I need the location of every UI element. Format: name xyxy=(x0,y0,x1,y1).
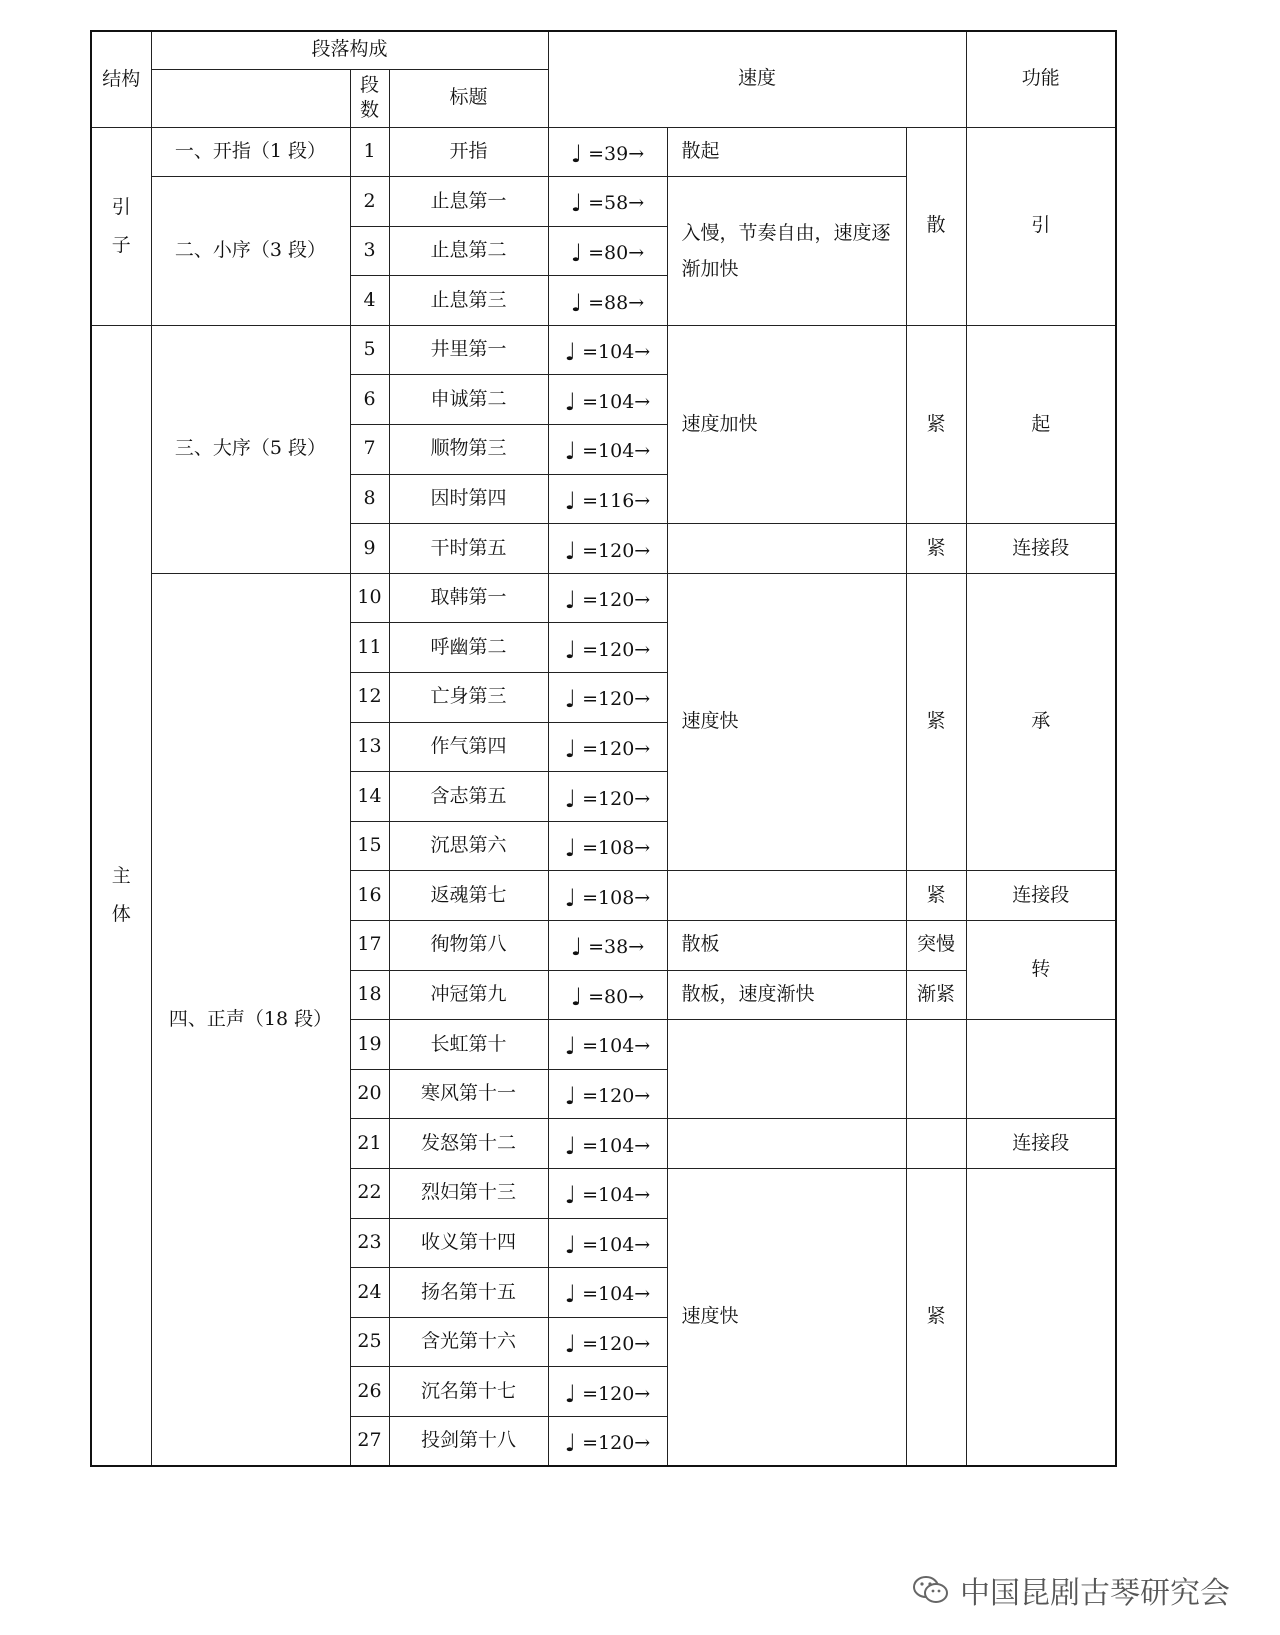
speed-type-empty-2 xyxy=(906,1119,966,1169)
speed-desc-5: 散板 xyxy=(667,921,906,971)
segment-tempo xyxy=(548,127,667,177)
quarter-note-icon: ♩ xyxy=(570,189,583,218)
segment-tempo xyxy=(548,821,667,871)
quarter-note-icon: ♩ xyxy=(564,1181,577,1210)
segment-tempo xyxy=(548,1268,667,1318)
segment-tempo xyxy=(548,970,667,1020)
segment-title: 含志第五 xyxy=(389,772,548,822)
segment-title: 止息第三 xyxy=(389,276,548,326)
segment-number: 7 xyxy=(350,425,389,475)
segment-title: 开指 xyxy=(389,127,548,177)
speed-type-8: 紧 xyxy=(906,1168,966,1466)
tempo-value: =104→ xyxy=(582,1184,651,1207)
segment-number: 12 xyxy=(350,673,389,723)
segment-tempo xyxy=(548,573,667,623)
segment-number: 24 xyxy=(350,1268,389,1318)
segment-tempo xyxy=(548,1218,667,1268)
speed-type-6: 突慢 xyxy=(906,921,966,971)
tempo-value: =104→ xyxy=(582,1134,651,1157)
function-3: 连接段 xyxy=(966,524,1116,574)
segment-title: 发怒第十二 xyxy=(389,1119,548,1169)
tempo-value: =120→ xyxy=(582,1333,651,1356)
tempo-value: =104→ xyxy=(582,1283,651,1306)
speed-desc-4: 速度快 xyxy=(667,573,906,871)
segment-title: 止息第一 xyxy=(389,177,548,227)
segment-tempo xyxy=(548,276,667,326)
segment-number: 3 xyxy=(350,226,389,276)
quarter-note-icon: ♩ xyxy=(564,635,577,664)
segment-number: 13 xyxy=(350,722,389,772)
tempo-value: =120→ xyxy=(582,688,651,711)
header-structure: 结构 xyxy=(91,31,151,127)
segment-title: 寒风第十一 xyxy=(389,1069,548,1119)
segment-title: 含光第十六 xyxy=(389,1317,548,1367)
structure-main: 主体 xyxy=(91,325,151,1466)
speed-desc-empty-4 xyxy=(667,1119,906,1169)
segment-tempo xyxy=(548,474,667,524)
segment-title: 申诚第二 xyxy=(389,375,548,425)
header-speed: 速度 xyxy=(548,31,966,127)
segment-number: 26 xyxy=(350,1367,389,1417)
segment-title: 沉思第六 xyxy=(389,821,548,871)
quarter-note-icon: ♩ xyxy=(564,338,577,367)
segment-number: 2 xyxy=(350,177,389,227)
segment-tempo xyxy=(548,375,667,425)
quarter-note-icon: ♩ xyxy=(564,883,577,912)
speed-type-4: 紧 xyxy=(906,573,966,871)
segment-title: 顺物第三 xyxy=(389,425,548,475)
function-empty-2 xyxy=(966,1168,1116,1466)
segment-title: 沉名第十七 xyxy=(389,1367,548,1417)
segment-title: 亡身第三 xyxy=(389,673,548,723)
segment-tempo xyxy=(548,524,667,574)
segment-title: 长虹第十 xyxy=(389,1020,548,1070)
segment-title: 呼幽第二 xyxy=(389,623,548,673)
wechat-icon xyxy=(912,1575,950,1605)
function-4: 承 xyxy=(966,573,1116,871)
quarter-note-icon: ♩ xyxy=(570,139,583,168)
section-3: 三、大序（5 段） xyxy=(151,325,350,573)
tempo-value: =108→ xyxy=(582,886,651,909)
segment-number: 20 xyxy=(350,1069,389,1119)
segment-tempo xyxy=(548,177,667,227)
quarter-note-icon: ♩ xyxy=(564,1379,577,1408)
segment-number: 14 xyxy=(350,772,389,822)
speed-desc-7: 速度快 xyxy=(667,1168,906,1466)
tempo-value: =80→ xyxy=(588,985,645,1008)
tempo-value: =120→ xyxy=(582,787,651,810)
quarter-note-icon: ♩ xyxy=(564,387,577,416)
tempo-value: =108→ xyxy=(582,837,651,860)
quarter-note-icon: ♩ xyxy=(570,982,583,1011)
quarter-note-icon: ♩ xyxy=(564,1131,577,1160)
speed-desc-1: 散起 xyxy=(667,127,906,177)
speed-desc-empty-3 xyxy=(667,1020,906,1119)
quarter-note-icon: ♩ xyxy=(564,586,577,615)
segment-number: 16 xyxy=(350,871,389,921)
segment-tempo xyxy=(548,921,667,971)
segment-title: 止息第二 xyxy=(389,226,548,276)
table-row xyxy=(91,127,1116,177)
segment-tempo xyxy=(548,226,667,276)
watermark xyxy=(912,1568,1230,1612)
tempo-value: =120→ xyxy=(582,589,651,612)
tempo-value: =80→ xyxy=(588,241,645,264)
table-row xyxy=(91,573,1116,623)
segment-number: 21 xyxy=(350,1119,389,1169)
speed-type-1: 散 xyxy=(906,127,966,325)
speed-desc-empty-1 xyxy=(667,524,906,574)
speed-type-empty-1 xyxy=(906,1020,966,1119)
segment-tempo xyxy=(548,871,667,921)
function-7: 连接段 xyxy=(966,1119,1116,1169)
segment-title: 井里第一 xyxy=(389,325,548,375)
segment-tempo xyxy=(548,673,667,723)
segment-title: 干时第五 xyxy=(389,524,548,574)
tempo-value: =104→ xyxy=(582,390,651,413)
quarter-note-icon: ♩ xyxy=(564,1330,577,1359)
function-2: 起 xyxy=(966,325,1116,523)
tempo-value: =58→ xyxy=(588,192,645,215)
segment-title: 烈妇第十三 xyxy=(389,1168,548,1218)
quarter-note-icon: ♩ xyxy=(564,1428,577,1457)
quarter-note-icon: ♩ xyxy=(564,1082,577,1111)
quarter-note-icon: ♩ xyxy=(564,1032,577,1061)
segment-number: 10 xyxy=(350,573,389,623)
segment-title: 扬名第十五 xyxy=(389,1268,548,1318)
header-blank xyxy=(151,69,350,127)
tempo-value: =120→ xyxy=(582,1431,651,1454)
segment-number: 19 xyxy=(350,1020,389,1070)
segment-title: 返魂第七 xyxy=(389,871,548,921)
music-structure-table xyxy=(90,30,1117,1467)
speed-type-3: 紧 xyxy=(906,524,966,574)
quarter-note-icon: ♩ xyxy=(570,933,583,962)
quarter-note-icon: ♩ xyxy=(564,1230,577,1259)
segment-number: 25 xyxy=(350,1317,389,1367)
segment-tempo xyxy=(548,325,667,375)
function-5: 连接段 xyxy=(966,871,1116,921)
tempo-value: =120→ xyxy=(582,1382,651,1405)
segment-title: 因时第四 xyxy=(389,474,548,524)
segment-number: 4 xyxy=(350,276,389,326)
quarter-note-icon: ♩ xyxy=(564,685,577,714)
speed-type-5: 紧 xyxy=(906,871,966,921)
quarter-note-icon: ♩ xyxy=(564,437,577,466)
tempo-value: =38→ xyxy=(588,936,645,959)
segment-number: 27 xyxy=(350,1416,389,1466)
segment-tempo xyxy=(548,425,667,475)
function-empty-1 xyxy=(966,1020,1116,1119)
segment-number: 18 xyxy=(350,970,389,1020)
speed-type-2: 紧 xyxy=(906,325,966,523)
segment-title: 作气第四 xyxy=(389,722,548,772)
segment-title: 徇物第八 xyxy=(389,921,548,971)
quarter-note-icon: ♩ xyxy=(564,536,577,565)
segment-number: 6 xyxy=(350,375,389,425)
section-2: 二、小序（3 段） xyxy=(151,177,350,326)
quarter-note-icon: ♩ xyxy=(564,834,577,863)
segment-title: 取韩第一 xyxy=(389,573,548,623)
segment-number: 5 xyxy=(350,325,389,375)
tempo-value: =104→ xyxy=(582,1035,651,1058)
segment-tempo xyxy=(548,772,667,822)
tempo-value: =120→ xyxy=(582,638,651,661)
segment-tempo xyxy=(548,722,667,772)
tempo-value: =116→ xyxy=(582,489,651,512)
quarter-note-icon: ♩ xyxy=(570,238,583,267)
segment-tempo xyxy=(548,1069,667,1119)
section-4: 四、正声（18 段） xyxy=(151,573,350,1466)
segment-title: 冲冠第九 xyxy=(389,970,548,1020)
quarter-note-icon: ♩ xyxy=(564,784,577,813)
quarter-note-icon: ♩ xyxy=(564,734,577,763)
segment-number: 11 xyxy=(350,623,389,673)
header-composition: 段落构成 xyxy=(151,31,548,69)
watermark-text: 中国昆剧古琴研究会 xyxy=(960,1576,1230,1611)
segment-tempo xyxy=(548,1020,667,1070)
tempo-value: =104→ xyxy=(582,440,651,463)
segment-number: 23 xyxy=(350,1218,389,1268)
segment-tempo xyxy=(548,623,667,673)
structure-intro: 引子 xyxy=(91,127,151,325)
segment-tempo xyxy=(548,1168,667,1218)
tempo-value: =120→ xyxy=(582,539,651,562)
segment-number: 1 xyxy=(350,127,389,177)
quarter-note-icon: ♩ xyxy=(570,288,583,317)
tempo-value: =120→ xyxy=(582,1085,651,1108)
tempo-value: =104→ xyxy=(582,341,651,364)
speed-desc-3: 速度加快 xyxy=(667,325,906,523)
segment-tempo xyxy=(548,1416,667,1466)
segment-title: 投剑第十八 xyxy=(389,1416,548,1466)
section-1: 一、开指（1 段） xyxy=(151,127,350,177)
segment-number: 8 xyxy=(350,474,389,524)
segment-tempo xyxy=(548,1317,667,1367)
segment-tempo xyxy=(548,1367,667,1417)
header-function: 功能 xyxy=(966,31,1116,127)
segment-number: 22 xyxy=(350,1168,389,1218)
quarter-note-icon: ♩ xyxy=(564,1280,577,1309)
quarter-note-icon: ♩ xyxy=(564,486,577,515)
segment-title: 收义第十四 xyxy=(389,1218,548,1268)
header-title: 标题 xyxy=(389,69,548,127)
tempo-value: =104→ xyxy=(582,1233,651,1256)
tempo-value: =39→ xyxy=(588,142,645,165)
header-count: 段数 xyxy=(350,69,389,127)
speed-type-7: 渐紧 xyxy=(906,970,966,1020)
function-6: 转 xyxy=(966,921,1116,1020)
function-1: 引 xyxy=(966,127,1116,325)
tempo-value: =120→ xyxy=(582,737,651,760)
segment-number: 17 xyxy=(350,921,389,971)
segment-tempo xyxy=(548,1119,667,1169)
segment-number: 15 xyxy=(350,821,389,871)
segment-number: 9 xyxy=(350,524,389,574)
speed-desc-2: 入慢，节奏自由，速度逐渐加快 xyxy=(667,177,906,326)
speed-desc-empty-2 xyxy=(667,871,906,921)
speed-desc-6: 散板，速度渐快 xyxy=(667,970,906,1020)
tempo-value: =88→ xyxy=(588,291,645,314)
table-row xyxy=(91,325,1116,375)
